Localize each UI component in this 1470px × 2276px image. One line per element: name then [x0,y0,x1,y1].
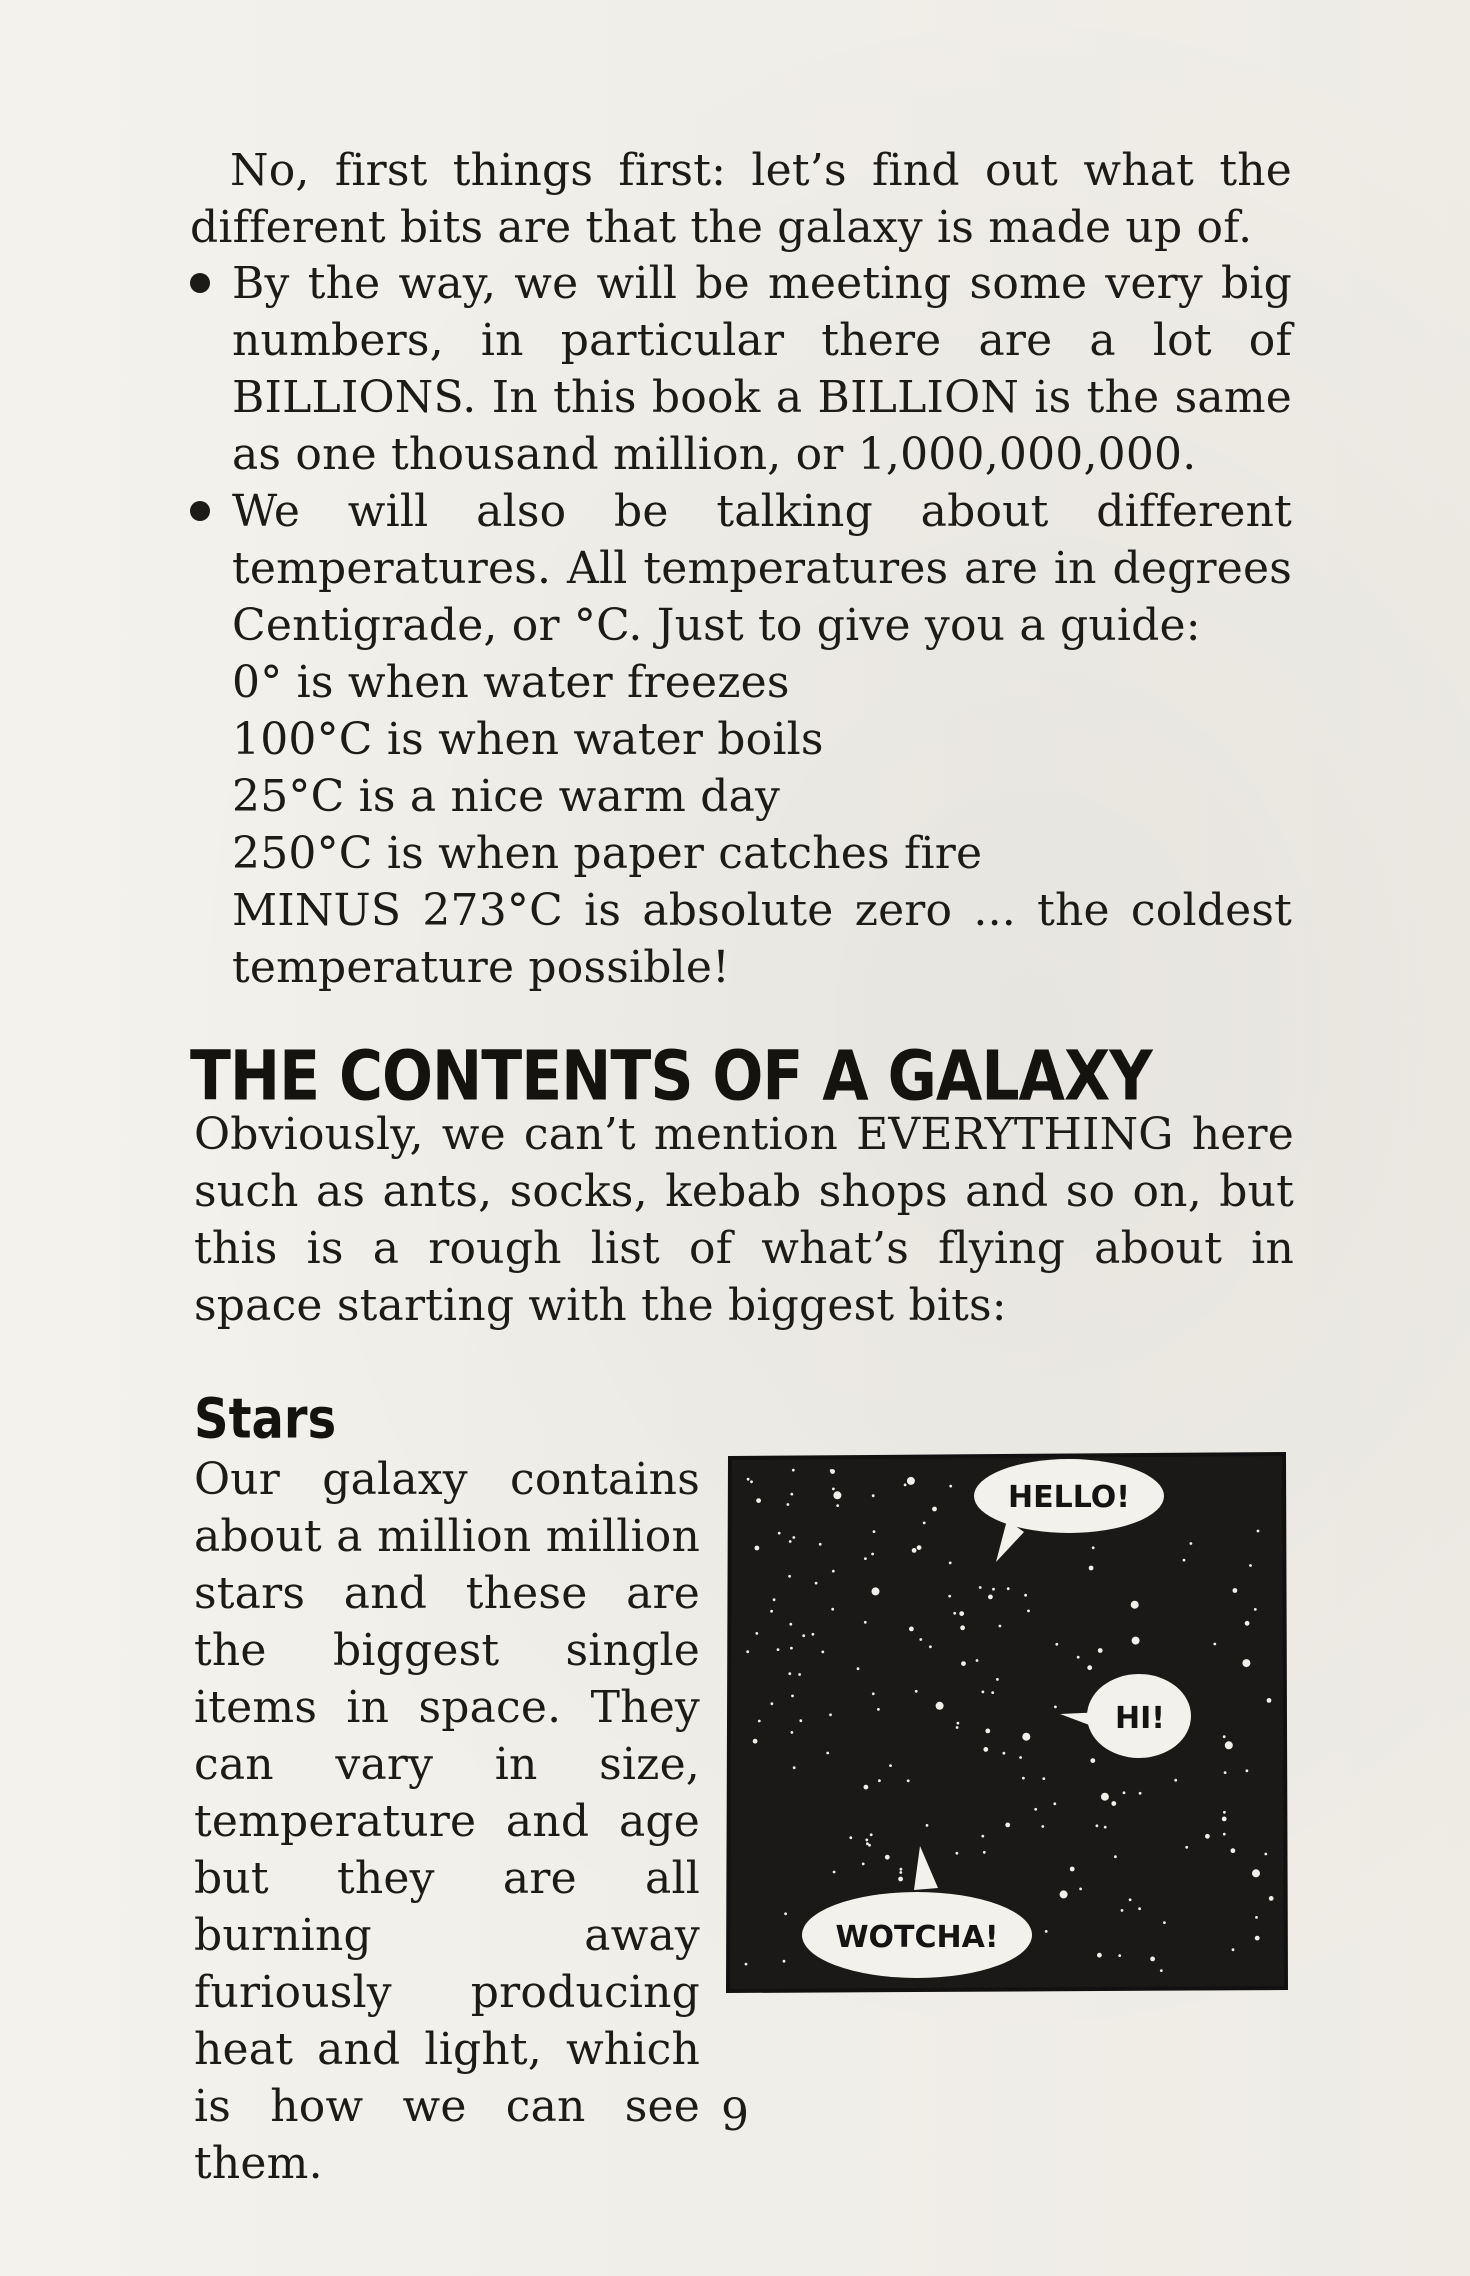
star-dot [1223,1833,1226,1836]
stars-paragraph: Our galaxy contains about a million million stars and these are the biggest single items in space. They can vary in size, temperature and age but they are all burning away furiously producing heat and light, which is how we can see them. [194,1454,700,2189]
star-dot [907,1477,915,1485]
star-dot [1060,1890,1068,1898]
star-dot [792,1536,795,1539]
star-dot [830,1469,835,1474]
star-dot [900,1868,903,1871]
star-dot [1055,1643,1058,1646]
star-dot [791,1731,794,1734]
bullet-temperatures [190,483,1292,996]
intro-paragraph [190,142,1292,256]
star-dot [862,1863,865,1866]
star-dot [864,1557,867,1560]
space-cartoon-svg [724,1450,1290,1995]
star-dot [789,1623,792,1626]
star-dot [745,1963,748,1966]
star-dot [747,1478,750,1481]
star-dot [771,1702,774,1705]
guide-boiling: 100°C is when water boils [232,714,824,765]
star-dot [1087,1665,1092,1670]
star-dot [1264,1853,1267,1856]
star-dot [915,1690,918,1693]
star-dot [1139,1792,1142,1795]
space-cartoon [724,1450,1290,1995]
star-dot [982,1691,985,1694]
star-dot [778,1532,781,1535]
stars-heading: Stars [194,1387,337,1452]
star-dot [1129,1898,1132,1901]
star-dot [1225,1741,1233,1749]
star-dot [1092,1546,1095,1549]
star-dot [1042,1777,1045,1780]
star-dot [750,1480,753,1483]
star-dot [1174,1779,1177,1782]
star-dot [1034,1808,1037,1811]
star-dot [1257,1530,1260,1533]
star-dot [909,1627,914,1632]
star-dot [753,1739,758,1744]
star-dot [1054,1706,1057,1709]
star-dot [802,1634,805,1637]
page-number: 9 [721,2090,749,2141]
star-dot [949,1562,952,1565]
bullet-dot [190,501,210,521]
star-dot [746,1650,749,1653]
star-dot [836,1504,839,1507]
star-dot [1045,1930,1048,1933]
star-dot [1131,1601,1139,1609]
star-dot [872,1587,880,1595]
bullet-billions [190,255,1292,483]
star-dot [1233,1588,1238,1593]
star-dot [1254,1608,1257,1611]
star-dot [1053,1802,1056,1805]
star-dot [1114,1855,1117,1858]
star-dot [1190,1542,1193,1545]
star-dot [793,1766,796,1769]
star-dot [832,1570,835,1573]
star-dot [1098,1648,1103,1653]
star-dot [1246,1769,1249,1772]
star-dot [1252,1869,1260,1877]
star-dot [777,1648,780,1651]
star-dot [1267,1698,1272,1703]
star-dot [1104,1826,1107,1829]
star-dot [1242,1659,1250,1667]
star-dot [758,1720,761,1723]
star-dot [1003,1752,1006,1755]
star-dot [864,1621,867,1624]
star-dot [831,1608,834,1611]
section-heading: THE CONTENTS OF A GALAXY [190,1036,1152,1117]
star-dot [912,1548,917,1553]
star-dot [885,1855,890,1860]
star-dot [792,1469,795,1472]
star-dot [865,1839,868,1842]
star-dot [1070,1867,1075,1872]
star-dot [832,1488,835,1491]
star-dot [1096,1824,1099,1827]
star-dot [1005,1823,1010,1828]
star-dot [917,1545,922,1550]
star-dot [849,1836,852,1839]
star-dot [1249,1564,1252,1567]
star-dot [789,1540,792,1543]
star-dot [799,1719,802,1722]
star-dot [1224,1771,1227,1774]
star-dot [826,1752,829,1755]
star-dot [961,1661,966,1666]
guide-paper-fire: 250°C is when paper catches fire [232,828,983,879]
star-dot [1160,1969,1163,1972]
star-dot [956,1726,959,1729]
star-dot [1097,1953,1102,1958]
star-dot [1024,1594,1027,1597]
star-dot [1150,1957,1155,1962]
star-dot [1205,1834,1210,1839]
star-dot [1027,1610,1030,1613]
star-dot [981,1835,984,1838]
star-dot [957,1722,960,1725]
star-dot [1123,1791,1126,1794]
contents-paragraph: Obviously, we can’t mention EVERYTHING here such as ants, socks, kebab shops and so on, but this is a rough list of what’s flying about in space starting with the biggest bits: [194,1109,1294,1331]
star-dot [949,1485,952,1488]
star-dot [948,1595,951,1598]
star-dot [857,1667,860,1670]
star-dot [872,1692,875,1695]
star-dot [819,1543,822,1546]
star-dot [959,1611,964,1616]
star-dot [866,1842,869,1845]
hi-text: HI! [1115,1701,1165,1736]
bullet-temperatures-text: We will also be talking about different temperatures. All temperatures are in degrees Centigrade, or °C. Just to give you a guide: [232,486,1292,651]
star-dot [871,1553,874,1556]
star-dot [1163,1921,1166,1924]
hello-text: HELLO! [1008,1480,1130,1515]
star-dot [755,1632,758,1635]
star-dot [790,1493,793,1496]
star-dot [1101,1793,1109,1801]
intro-text: No, first things first: let’s find out what the different bits are that the galaxy is made up of. [190,145,1292,253]
star-dot [873,1530,876,1533]
star-dot [1090,1758,1095,1763]
star-dot [932,1507,937,1512]
star-dot [936,1702,944,1710]
star-dot [783,1960,786,1963]
star-dot [1041,1825,1044,1828]
star-dot [788,1672,791,1675]
star-dot [988,1595,993,1600]
star-dot [756,1498,761,1503]
star-dot [1089,1566,1094,1571]
star-dot [790,1647,793,1650]
star-dot [889,1764,892,1767]
star-dot [1255,1936,1260,1941]
star-dot [1132,1637,1140,1645]
star-dot [976,1659,979,1662]
star-dot [1223,1811,1226,1814]
star-dot [815,1582,818,1585]
star-dot [899,1871,902,1874]
star-dot [996,1678,999,1681]
star-dot [991,1691,994,1694]
star-dot [788,1575,791,1578]
star-dot [1213,1643,1216,1646]
star-dot [1245,1621,1250,1626]
star-dot [992,1588,995,1591]
star-dot [864,1785,869,1790]
star-dot [1185,1846,1188,1849]
star-dot [872,1494,875,1497]
star-dot [773,1598,776,1601]
star-dot [1255,1916,1258,1919]
star-dot [1007,1587,1010,1590]
star-dot [1222,1817,1227,1822]
star-dot [812,1633,815,1636]
star-dot [983,1747,988,1752]
star-dot [833,1871,836,1874]
star-dot [791,1695,794,1698]
star-dot [1231,1848,1236,1853]
star-dot [877,1708,880,1711]
star-dot [983,1851,986,1854]
star-dot [926,1824,929,1827]
star-dot [829,1713,832,1716]
guide-absolute-zero: MINUS 273°C is absolute zero ... the coldest temperature possible! [232,885,1292,993]
star-dot [904,1484,907,1487]
star-dot [770,1610,773,1613]
star-dot [898,1877,903,1882]
star-dot [907,1779,910,1782]
star-dot [798,1673,801,1676]
star-dot [960,1625,965,1630]
star-dot [878,1779,881,1782]
star-dot [870,1833,873,1836]
star-dot [755,1546,760,1551]
star-dot [985,1729,990,1734]
star-dot [1269,1896,1274,1901]
wotcha-text: WOTCHA! [835,1920,999,1955]
star-dot [999,1625,1002,1628]
star-dot [1223,1735,1226,1738]
star-dot [833,1491,841,1499]
star-dot [923,1522,926,1525]
star-dot [1019,1756,1022,1759]
guide-freezing: 0° is when water freezes [232,657,790,708]
star-dot [919,1638,922,1641]
star-dot [1111,1801,1116,1806]
star-dot [1232,1948,1235,1951]
star-dot [787,1503,790,1506]
star-dot [1079,1888,1082,1891]
star-dot [1022,1777,1025,1780]
star-dot [1183,1559,1186,1562]
star-dot [953,1612,956,1615]
star-dot [956,1852,959,1855]
star-dot [979,1586,982,1589]
guide-warm-day: 25°C is a nice warm day [232,771,781,822]
star-dot [821,1651,824,1654]
bullet-billions-text: By the way, we will be meeting some very big numbers, in particular there are a lot of BILLIONS. In this book a BILLION is the same as one thousand million, or 1,000,000,000. [232,258,1292,480]
star-dot [1022,1733,1030,1741]
star-dot [1118,1954,1121,1957]
star-dot [929,1645,932,1648]
star-dot [784,1912,787,1915]
bullet-dot [190,273,210,293]
star-dot [1121,1909,1124,1912]
star-dot [1138,1907,1141,1910]
star-dot [1077,1656,1080,1659]
